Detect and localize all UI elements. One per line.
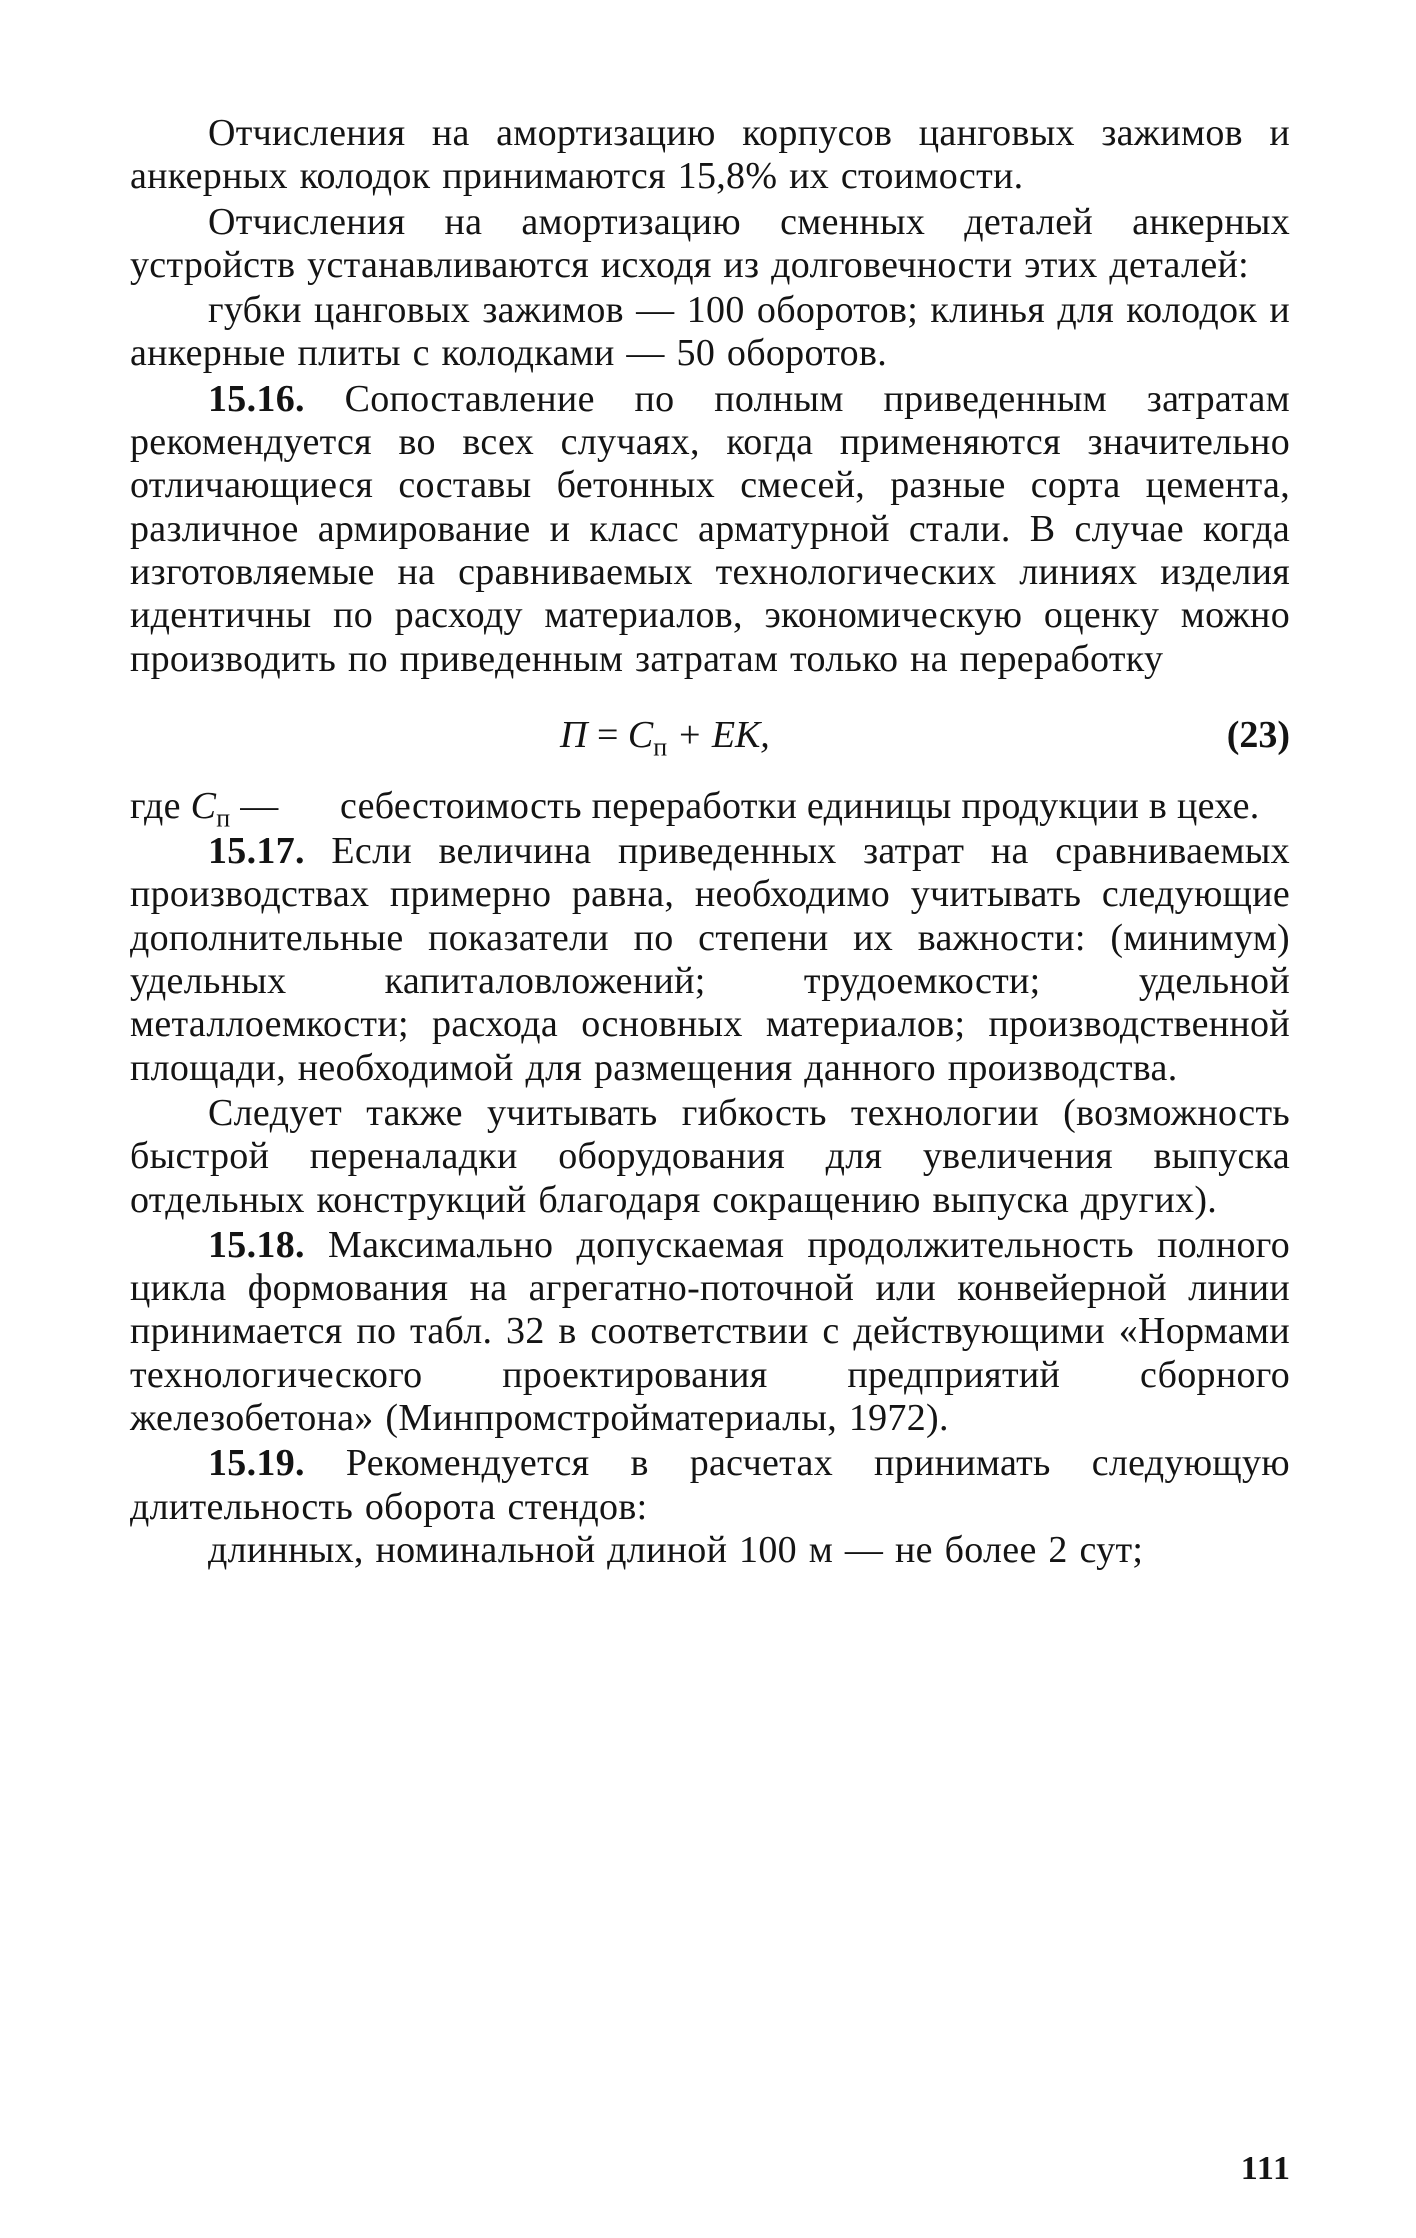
section-number-15-19: 15.19. — [208, 1442, 305, 1485]
formula-legend-symbol: где $С_п$ — — [130, 784, 279, 833]
paragraph-15-17-text: Если величина приведенных затрат на сравниваемых производствах примерно равна, необходимо учитывать следующие дополнительные показатели по степени их важности: (минимум) удельных капиталовложений; трудоемкости; удельной металлоемкости; расхода основных материалов; производственной площади, необходимой для размещения данного производства. — [130, 830, 1290, 1089]
paragraph-15-19 — [130, 1442, 1290, 1529]
formula-expression: $П = С_п$ + ЕК, — [560, 713, 770, 762]
formula-legend-text: себестоимость переработки единицы продукции в цехе. — [340, 784, 1260, 827]
paragraph-15-16-text: Сопоставление по полным приведенным затратам рекомендуется во всех случаях, когда применяются значительно отличающиеся составы бетонных смесей, разные сорта цемента, различное армирование и класс арматурной стали. В случае когда изготовляемые на сравниваемых технологических линиях изделия идентичны по расходу материалов, экономическую оценку можно производить по приведенным затратам только на переработку — [130, 377, 1290, 680]
paragraph-15-18-text: Максимально допускаемая продолжительность полного цикла формования на агрегатно-поточной или конвейерной линии принимается по табл. 32 в соответствии с действующими «Нормами технологического проектирования предприятий сборного железобетона» (Минпромстройматериалы, 1972). — [130, 1223, 1290, 1440]
paragraph-amortization-parts: Отчисления на амортизацию сменных деталей анкерных устройств устанавливаются исходя из долговечности этих деталей: — [130, 200, 1290, 286]
paragraph-amortization-housings: Отчисления на амортизацию корпусов цанговых зажимов и анкерных колодок принимаются 15,8% их стоимости. — [130, 112, 1290, 198]
paragraph-durability-list: губки цанговых зажимов — 100 оборотов; клинья для колодок и анкерные плиты с колодками — 50 оборотов. — [130, 289, 1290, 375]
paragraph-long-stands: длинных, номинальной длиной 100 м — не более 2 сут; — [208, 1528, 1144, 1571]
paragraph-flexibility: Следует также учитывать гибкость технологии (возможность быстрой переналадки оборудования для увеличения выпуска отдельных конструкций благодаря сокращению выпуска других). — [130, 1091, 1290, 1221]
equation-number: (23) — [1226, 713, 1290, 756]
paragraph-15-19-text: Рекомендуется в расчетах принимать следующую длительность оборота стендов: — [130, 1442, 1290, 1528]
paragraph-15-18 — [130, 1224, 1290, 1440]
paragraph-15-17 — [130, 830, 1290, 1090]
paragraph-15-16 — [130, 378, 1290, 681]
page-number: 111 — [1240, 2150, 1291, 2187]
section-number-15-18: 15.18. — [208, 1223, 305, 1266]
section-number-15-17: 15.17. — [208, 830, 305, 873]
formula-23 — [130, 699, 1290, 775]
document-page — [130, 112, 1290, 1572]
formula-legend — [130, 784, 1290, 833]
section-number-15-16: 15.16. — [208, 377, 305, 420]
